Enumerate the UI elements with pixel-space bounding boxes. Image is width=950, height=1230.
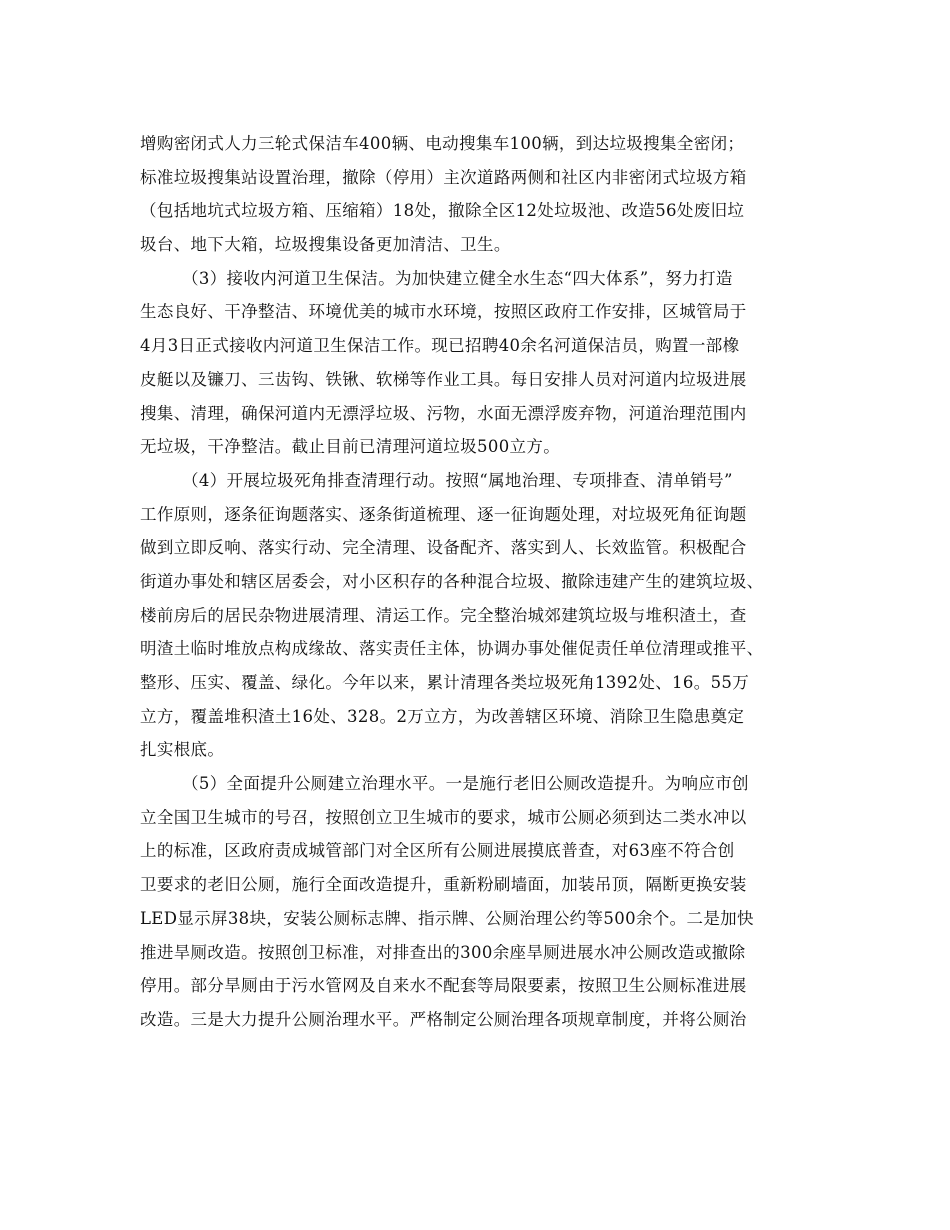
text-line: 立全国卫生城市的号召，按照创立卫生城市的要求，城市公厕必须到达二类水冲以	[140, 807, 747, 827]
text-line: （5）全面提升公厕建立治理水平。一是施行老旧公厕改造提升。为响应市创	[182, 774, 749, 794]
text-line: （3）接收内河道卫生保洁。为加快建立健全水生态“四大体系”，努力打造	[182, 268, 733, 288]
text-line: 皮艇以及镰刀、三齿钩、铁锹、软梯等作业工具。每日安排人员对河道内垃圾进展	[140, 369, 747, 389]
text-line: 卫要求的老旧公厕，施行全面改造提升，重新粉刷墙面，加装吊顶，隔断更换安装	[140, 875, 747, 895]
document-body	[140, 127, 830, 1037]
text-line: 楼前房后的居民杂物进展清理、清运工作。完全整治城郊建筑垃圾与堆积渣土，查	[140, 605, 747, 625]
text-line: 工作原则，逐条征询题落实、逐条街道梳理、逐一征询题处理，对垃圾死角征询题	[140, 504, 747, 524]
text-line: 搜集、清理，确保河道内无漂浮垃圾、污物，水面无漂浮废弃物，河道治理范围内	[140, 403, 747, 423]
text-line: 无垃圾，干净整洁。截止目前已清理河道垃圾500立方。	[140, 437, 561, 457]
text-line: （包括地坑式垃圾方箱、压缩箱）18处，撤除全区12处垃圾池、改造56处废旧垃	[140, 201, 745, 221]
text-line: 扎实根底。	[140, 740, 225, 760]
text-line: 明渣土临时堆放点构成缘故、落实责任主体，协调办事处催促责任单位清理或推平、	[140, 639, 764, 659]
text-line: 立方，覆盖堆积渣土16处、328。2万立方，为改善辖区环境、消除卫生隐患奠定	[140, 706, 745, 726]
text-line: 做到立即反响、落实行动、完全清理、设备配齐、落实到人、长效监管。积极配合	[140, 538, 747, 558]
text-line: 生态良好、干净整洁、环境优美的城市水环境，按照区政府工作安排，区城管局于	[140, 302, 747, 322]
text-line: （4）开展垃圾死角排查清理行动。按照“属地治理、专项排查、清单销号”	[182, 470, 733, 490]
text-line: 圾台、地下大箱，垃圾搜集设备更加清洁、卫生。	[140, 235, 511, 255]
text-line: LED显示屏38块，安装公厕标志牌、指示牌、公厕治理公约等500余个。二是加快	[140, 908, 754, 928]
text-line: 上的标准，区政府责成城管部门对全区所有公厕进展摸底普查，对63座不符合创	[140, 841, 735, 861]
text-line: 改造。三是大力提升公厕治理水平。严格制定公厕治理各项规章制度，并将公厕治	[140, 1009, 747, 1029]
text-line: 标准垃圾搜集站设置治理，撤除（停用）主次道路两侧和社区内非密闭式垃圾方箱	[140, 167, 747, 187]
text-line: 整形、压实、覆盖、绿化。今年以来，累计清理各类垃圾死角1392处、16。55万	[140, 673, 750, 692]
paragraph-river-cleaning	[140, 262, 830, 464]
text-line: 街道办事处和辖区居委会，对小区积存的各种混合垃圾、撤除违建产生的建筑垃圾、	[140, 571, 764, 591]
paragraph-public-toilets	[140, 767, 830, 1037]
paragraph-equipment	[140, 127, 830, 262]
text-line: 4月3日正式接收内河道卫生保洁工作。现已招聘40余名河道保洁员，购置一部橡	[140, 336, 740, 356]
text-line: 增购密闭式人力三轮式保洁车400辆、电动搜集车100辆，到达垃圾搜集全密闭；	[140, 134, 745, 153]
text-line: 推进旱厕改造。按照创卫标准，对排查出的300余座旱厕进展水冲公厕改造或撤除	[140, 942, 746, 962]
paragraph-garbage-corners	[140, 464, 830, 767]
text-line: 停用。部分旱厕由于污水管网及自来水不配套等局限要素，按照卫生公厕标准进展	[140, 976, 747, 996]
